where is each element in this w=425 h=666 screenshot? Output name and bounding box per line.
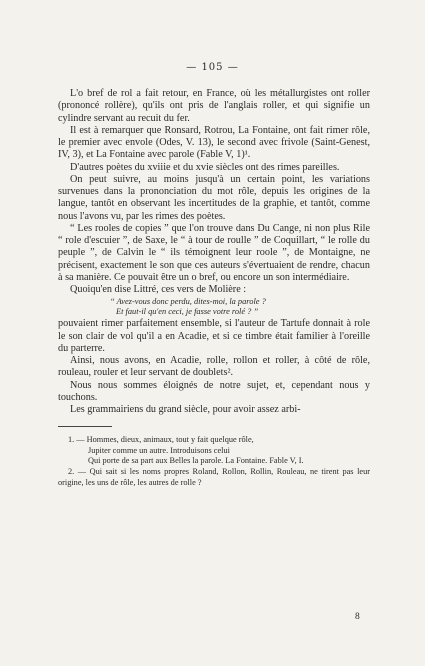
- footnote-divider: [58, 426, 112, 427]
- page-number: — 105 —: [186, 62, 239, 73]
- paragraph: pouvaient rimer parfaitement ensemble, si l'auteur de Tartufe donnait à role le son clair de vol qu'il a en Acadie, et si ce timbre était familier à l'oreille du parterre.: [58, 318, 370, 354]
- footnote-1-line: Jupiter comme un autre. Introduisons celui: [88, 445, 230, 455]
- body-text: [58, 88, 370, 488]
- quote-line: Et faut-il qu'en ceci, je fasse votre rolé ? ”: [116, 307, 259, 317]
- paragraph: D'autres poètes du xviiie et du xvie siècles ont des rimes pareilles.: [70, 161, 340, 173]
- quote-line: “ Avez-vous donc perdu, dites-moi, la parole ?: [110, 297, 266, 307]
- signature-mark: 8: [355, 612, 360, 622]
- paragraph: Il est à remarquer que Ronsard, Rotrou, La Fontaine, ont fait rimer rôle, le premier avec envole (Odes, V. 13), le second avec frivole (Saint-Genest, IV, 3), et La Fontaine avec parole (Fable V, 1)¹.: [58, 124, 370, 161]
- paragraph: L'o bref de rol a fait retour, en France, où les métallurgistes ont roller (prononcé rollère), qu'ils ont pris de l'anglais roller, et qui signifie un cylindre servant au recuit du fer.: [58, 88, 370, 124]
- footnote-1-line: 1. — Hommes, dieux, animaux, tout y fait quelque rôle,: [68, 435, 254, 445]
- moliere-quote: [110, 297, 370, 317]
- paragraph: “ Les rooles de copies ” que l'on trouve dans Du Cange, ni non plus Rile “ role d'escuier ”, de Saxe, le “ à tour de roulle ” de Coquillart, “ le rolle du peuple ”, de Calvin le “ ils témoignent leur roole ”, de Montaigne, ne précisent, exactement le son que ces auteurs s'évertuaient de rendre, chacun à sa manière. Ce pouvait être un o bref, ou encore un son intermédiaire.: [58, 222, 370, 283]
- paragraph: Ainsi, nous avons, en Acadie, rolle, rollon et roller, à côté de rôle, rouleau, rouler et leur servant de doublets².: [58, 355, 370, 379]
- footnote-1-line: Qui porte de sa part aux Belles la parole. La Fontaine. Fable V, I.: [88, 456, 304, 466]
- paragraph: On peut suivre, au moins jusqu'à un certain point, les variations survenues dans la prononciation du mot rôle, depuis les origines de la langue, tantôt en observant les incertitudes de la graphie, et tantôt, comme nous l'avons vu, par les rimes des poètes.: [58, 173, 370, 222]
- footnote-2: 2. — Qui sait si les noms propres Roland, Rollon, Rollin, Rouleau, ne tirent pas leur origine, les uns de rôle, les autres de rolle ?: [58, 467, 370, 487]
- paragraph: Les grammairiens du grand siècle, pour avoir assez arbi-: [70, 404, 301, 415]
- footnotes: [58, 435, 370, 488]
- paragraph: Nous nous sommes éloignés de notre sujet, et, cependant nous y touchons.: [58, 379, 370, 403]
- paragraph: Quoiqu'en dise Littré, ces vers de Molière :: [70, 284, 247, 295]
